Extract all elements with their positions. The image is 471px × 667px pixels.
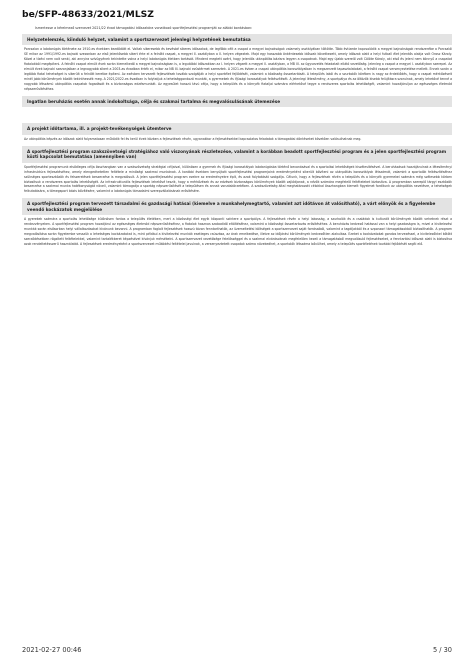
document-id: be/SFP-48633/2021/MLSZ xyxy=(22,9,154,20)
section-title: Ingatlan beruházás esetén annak indokoltsága, célja és szakmai tartalma és megvalósulásának ütemezése xyxy=(22,96,452,108)
section-strategy-relation xyxy=(22,146,452,196)
section-real-estate xyxy=(22,96,452,111)
section-project-schedule xyxy=(22,123,452,143)
intro-text: Ismertesse a kérelmező szervezet 2021/22 évad támogatási időszakára vonatkozó sportfejlesztési programját az alábbi bontásban: xyxy=(35,26,253,30)
footer-timestamp: 2021-02-27 00:46 xyxy=(22,646,82,654)
section-title: Helyzetelemzés, kiinduló helyzet, valamint a sportszervezet jelenlegi helyzetének bemutatása xyxy=(22,34,452,46)
section-body: Az utánpótlás képzés az időszak alatt folyamatosan működik fel és kerül évek közben a fejlesztések révén, ugyanakkor a fejlesztésekkel kapcsolatos feladatok a támogatási döntéseket követően valósulhatnak meg. xyxy=(24,136,362,141)
page-number: 5 / 30 xyxy=(433,646,452,654)
section-title: A sportfejlesztési program tervezett társadalmi és gazdasági hatásai (kiemelve a munkahelymegtartó, valamint azt időtávon át valósítható), a várt előnyök és a figyelembe veendő kockázatok megjelölése xyxy=(22,198,452,215)
spacer xyxy=(22,110,452,120)
section-body: Sportfejlesztési programunk elsődleges célja összhangban van a szakszövetség stratégiai céljaival, különösen a gyermek és ifjúsági korosztályok labdarúgásba történő bevonásával és a sportolási lehetőségek kiszélesítésével. A beruházások hozzájárulnak a létesítményi infrastruktúra fejlesztéséhez, amely elengedhetetlen feltétele a minőségi szakmai munkának. A korábbi években benyújtott sportfejlesztési programjaink eredményeként sikerült bővíteni az utánpótlás korosztályok létszámát, valamint a sportolók felkészítéséhez szükséges sporteszközök és felszerelések beszerzése is megvalósult. A jelen sportfejlesztési program ezekre az eredményekre épít, és azok folytatását szolgálja. Célunk, hogy a fejlesztések révén a település és a környék gyermekei számára még szélesebb körben biztosítsuk a rendszeres sportolás lehetőségét. Az infrastrukturális fejlesztések lehetővé teszik, hogy a mérkőzések és az edzések biztonságos körülmények között zajlódjanak, a nézők számára megfelelő feltételeket biztosítva. A programban szereplő tárgyi eszközök beszerzése a szakmai munka hatékonyságát növeli, valamint támogatja a sportág népszerűsítését a településen és annak vonzáskörzetében. A szakszövetség által meghatározott célokkal összhangban kiemelt figyelmet fordítunk az utánpótlás nevelésre, a tehetségek felkutatására, a tömegsport bázis bővítésére, valamint a labdarúgás társadalmi szerepvállalásának erősítésére. xyxy=(24,164,452,194)
section-social-economic-impact xyxy=(22,198,452,248)
section-title: A sportfejlesztési program szakszövetségi stratégiához való viszonyának részletezése, valamint a korábban beadott sportfejlesztési program és a jelen sportfejlesztési program közti kapcsolat bemutatása (amennyiben van) xyxy=(22,146,452,163)
document-content xyxy=(22,26,452,248)
section-title: A projekt időtartama, ill. a projekt-tevékenységek ütemterve xyxy=(22,123,452,135)
section-body: A gyerekek számára a sportolás lehetősége különösen fontos a település életében, mert a közösségi élet egyik központi színtere a sportpálya. A fejlesztések révén a helyi lakosság, a szurkolók és a családok is kulturált körülmények között vehetnek részt a rendezvényeken. A sportfejlesztési program hozzájárul az egészséges életmód népszerűsítéséhez, a fiatalok hasznos szabadidő eltöltéséhez, valamint a közösségi összetartozás erősítéséhez. A beruházás kedvező hatással van a helyi gazdaságra is, mivel a kivitelezési munkák során elsősorban helyi vállalkozásokat kívánunk bevonni. A programban foglalt fejlesztések hosszú távon fenntarthatók, az üzemeltetési költségek a sportszervezet saját forrásaiból, valamint a tagdíjakból és a szponzori támogatásokból biztosíthatók. A program megvalósítása során figyelembe vesszük a lehetséges kockázatokat is, mint például a kivitelezési munkák esetleges csúszása, az árak emelkedése, illetve az időjárási körülmények kedvezőtlen alakulása. Ezeket a kockázatokat gondos tervezéssel, a kivitelezőkkel kötött szerződésekben rögzített feltételekkel, valamint tartalékkeret képzésével kívánjuk mérsékelni. A sportszervezet vezetősége felelősséggel és a szakmai elvárásoknak megfelelően kezeli a támogatásból megvalósuló fejlesztéseket, a fenntartási időszak alatt is biztosítva azok rendeltetésszerű használatát. A fejlesztések eredményeként a sportszervezet működési feltételei javulnak, a versenyeztetett csapatok száma növekedhet, a sportolók létszáma bővülhet, amely a település sportéletének további fejlődését segíti elő. xyxy=(24,217,452,246)
page-footer xyxy=(22,646,452,654)
section-situation-analysis xyxy=(22,34,452,93)
section-body: Porcsalon a labdarúgás története az 1910-es években kezdődött el. Voltak sikeresebb és kevésbé sikeres időszakok, de legfőbb célt a csapat a megyei bajnokságok valamely osztályában töltötte. Több évtizede kapcsolódik a megyei bajnokságok rendszerébe a Porcsalói SE mikor az 1991/1992-es bajnoki szezonban az első jelentősebb sikert érte el a felnőtt csapat, a megyei II. osztályban a II. helyen végeztek. Majd egy hosszabb önkéntesebb időszak következett, amely időszak alatt a helyi futball élet jelentős alakja volt Orosz Károly. Közel a tízévi nem volt senki, aki annyira szívügyének tekintette volna a helyi labdarúgás életben tartását. Mindent megtett azért, hogy jelentős utánpótlás bázisra legyen a csapatnak. Majd egy újabb szerelő volt Cölöte Károly, aki első és jelenl nem könnyű a csapatot fiatalokból megépíteni. A felnőtt csapat elmúlt évek során kiemelkedő a megyei bajnokságban is, a legutóbbi időszakban az I. helyen végzett a megyei II. osztályban, a MB III. az ügyvezetés feladatait ellátó vezetőség. Jelenleg a csapat a megyei I. osztályban szerepel. Az elmúlt évek bajnoki szezonjaiban a legnagyobb sikert a 2003-as évadban érték el, mikor az NB III. bajnoki ezüstérmet szereztek. A 2021-es évben a csapat utánpótlás korosztályaiban is megszerzett tapasztalatokat, a felnőtt csapat versenyeztetése mellett. Ennek során a legtöbb fiatal tehetséget is sikerült a felnőtt keretbe építeni. Az ezévben tervezett fejlesztések tovább szolgálják a helyi sportélet fejlődését, valamint a közösség összetartását. A település lakói és a szurkolók körében is nagy az érdeklődés, hogy a csapat mérkőzéseit minél jobb körülmények között tekinthessék meg. A 2021/2022-es évadban is folytatjuk a tehetséggondozó munkát, a gyermekek és ifjúsági korosztályok felkészítését. A jelenlegi létesítmény, a sportpálya és az öltözők kisebb felújításra szorulnak, amely lehetővé tenné a nagyobb létszámú utánpótlás csapatok fogadását és a biztonságos edzésmunkát. Az egyesület hosszú távú célja, hogy a település és a környék fiataljai számára elérhetővé tegye a rendszeres sportolás lehetőségét, valamint hozzájáruljon az egészséges életmód népszerűsítéséhez. xyxy=(24,47,452,91)
